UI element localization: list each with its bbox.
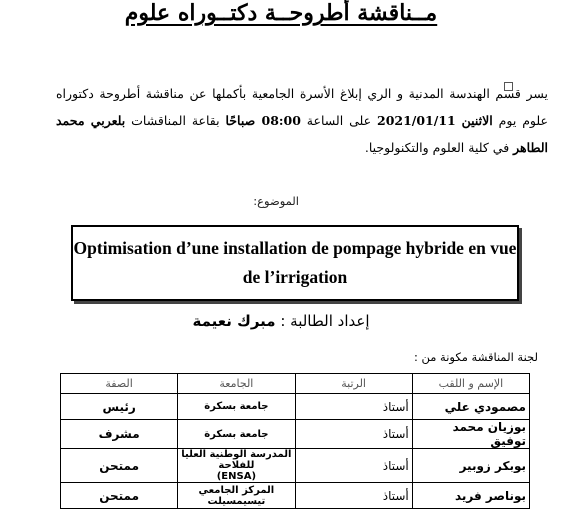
subject-title-box <box>71 225 519 301</box>
subject-title: Optimisation d’une installation de pompage hybride en vue de l’irrigation <box>73 238 517 287</box>
announcement-time: 08:00 صباحًا <box>225 113 301 128</box>
table-row <box>61 420 530 449</box>
member-role: ممتحن <box>61 483 178 509</box>
header-university: الجامعة <box>178 374 295 394</box>
announcement-intro: يسر قسم الهندسة المدنية و الري إبلاغ الأسرة الجامعية بأكملها عن مناقشة أطروحة دكتوراه علوم يوم <box>56 86 548 128</box>
table-row <box>61 449 530 483</box>
member-name: مصمودي علي <box>412 394 529 420</box>
announcement-paragraph <box>56 80 548 161</box>
member-rank: أستاذ <box>295 420 412 449</box>
member-name: بوزيان محمد توفيق <box>412 420 529 449</box>
member-university: جامعة بسكرة <box>178 394 295 420</box>
announcement-day: الاثنين <box>461 113 493 128</box>
member-name: بوناصر فريد <box>412 483 529 509</box>
announcement-faculty: في كلية العلوم والتكنولوجيا. <box>364 140 510 155</box>
header-name: الإسم و اللقب <box>412 374 529 394</box>
header-role: الصفة <box>61 374 178 394</box>
announcement-date: 2021/01/11 <box>377 113 456 128</box>
jury-table <box>60 373 530 509</box>
jury-table-header <box>61 374 530 394</box>
committee-label: لجنة المناقشة مكونة من : <box>413 350 538 364</box>
member-rank: أستاذ <box>295 394 412 420</box>
member-role: مشرف <box>61 420 178 449</box>
student-label: إعداد الطالبة : <box>280 312 370 330</box>
student-line <box>0 312 562 330</box>
member-university-abbrev: (ENSA) <box>216 471 257 482</box>
member-rank: أستاذ <box>295 449 412 483</box>
member-rank: أستاذ <box>295 483 412 509</box>
table-row <box>61 394 530 420</box>
member-role: ممتحن <box>61 449 178 483</box>
announcement-place: بقاعة المناقشات <box>131 113 220 128</box>
announcement-hall-name: بلعربي محمد الطاهر <box>56 113 548 155</box>
page-title: مــناقشة أطروحــة دكتــوراه علوم <box>124 0 438 26</box>
member-university: جامعة بسكرة <box>178 420 295 449</box>
member-university: المركز الجامعي تيسيمسيلت <box>178 483 295 509</box>
subject-label: الموضوع: <box>253 194 299 208</box>
student-name: مبرك نعيمة <box>192 312 276 330</box>
member-role: رئيس <box>61 394 178 420</box>
member-university: المدرسة الوطنية العليا للفلاحة (ENSA) <box>178 449 295 483</box>
member-name: بوبكر زوبير <box>412 449 529 483</box>
table-row <box>61 483 530 509</box>
announcement-time-prefix: على الساعة <box>306 113 372 128</box>
header-rank: الرتبة <box>295 374 412 394</box>
